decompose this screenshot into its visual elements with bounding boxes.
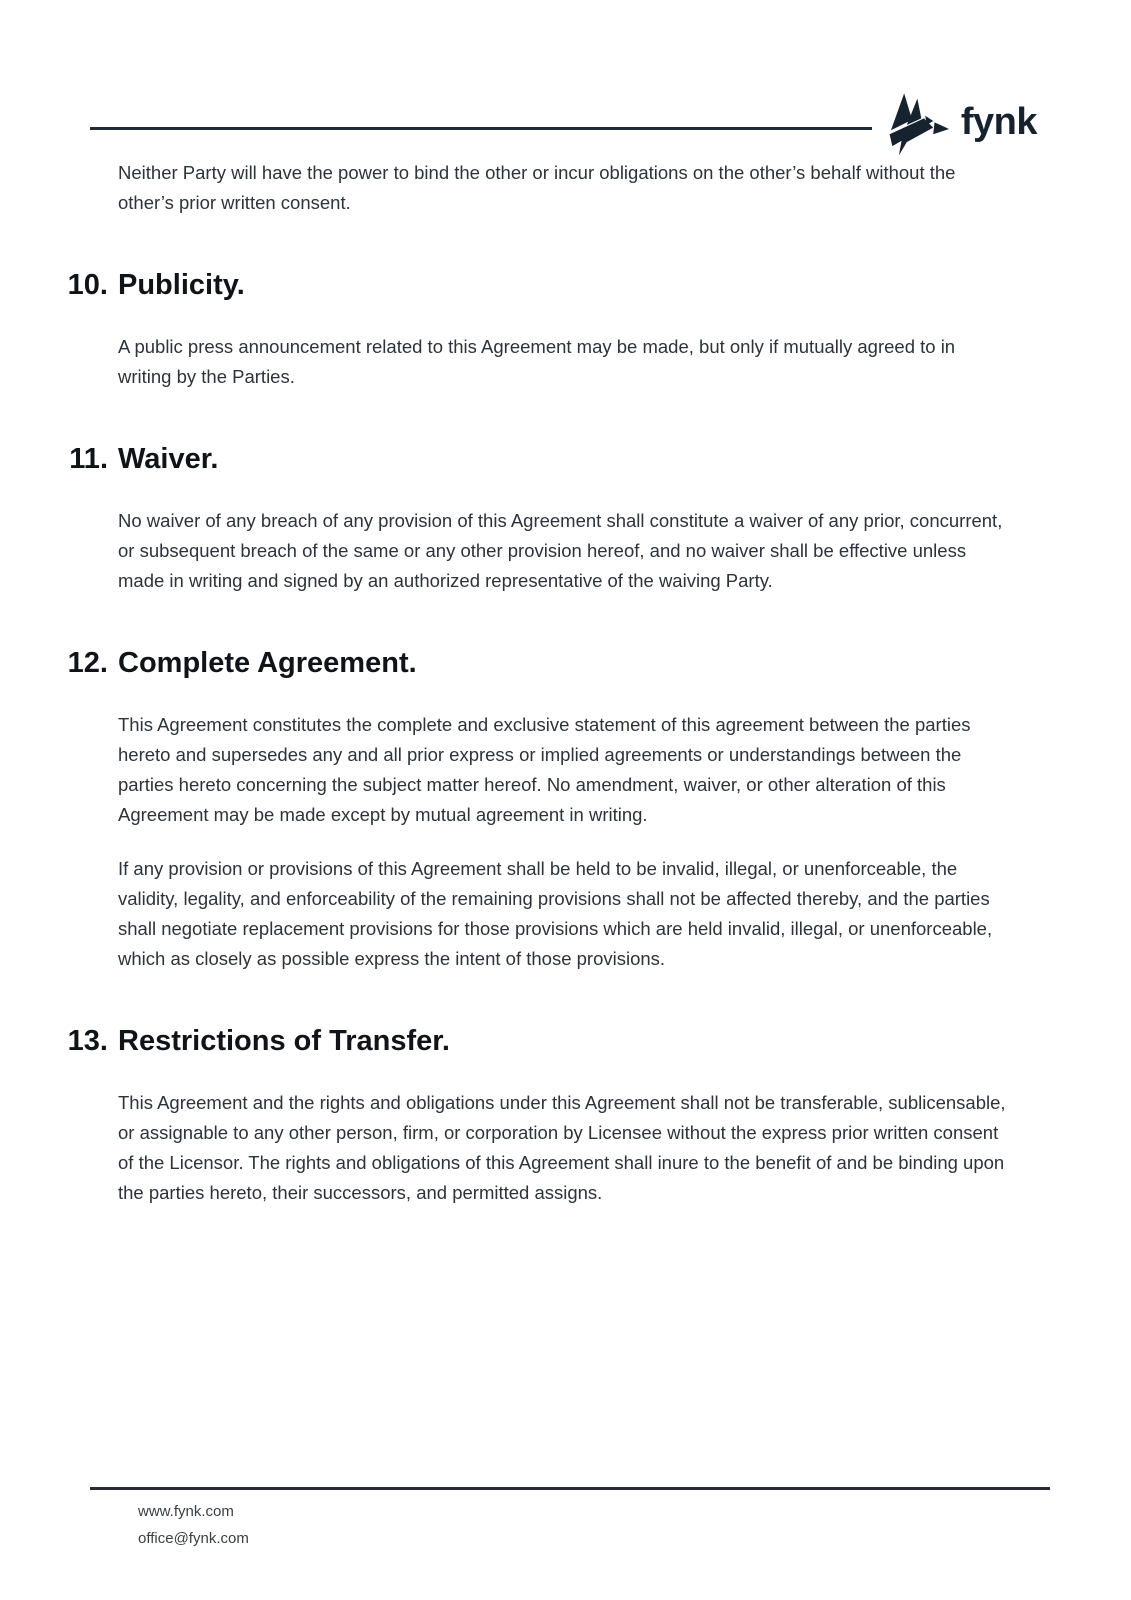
section-12-number: 12. <box>67 647 108 679</box>
page-footer <box>0 1487 1131 1552</box>
section-12-title: Complete Agreement. <box>118 647 417 679</box>
section-11-title: Waiver. <box>118 443 219 475</box>
section-12-paragraph-1: This Agreement constitutes the complete and exclusive statement of this agreement between the parties hereto and supersedes any and all prior express or implied agreements or understandings between the parties hereto concerning the subject matter hereof. No amendment, waiver, or other alteration of this Agreement may be made except by mutual agreement in writing. <box>118 714 971 825</box>
fynk-logo <box>887 92 1037 158</box>
section-10-title: Publicity. <box>118 269 245 301</box>
section-13-heading <box>56 1024 1008 1058</box>
document-content <box>0 158 1131 1232</box>
section-13-title: Restrictions of Transfer. <box>118 1025 450 1057</box>
intro-paragraph: Neither Party will have the power to bind the other or incur obligations on the other’s behalf without the other’s prior written consent. <box>118 162 956 213</box>
section-10-heading <box>56 268 1008 302</box>
section-13-paragraph: This Agreement and the rights and obligations under this Agreement shall not be transferable, sublicensable, or assignable to any other person, firm, or corporation by Licensee without the express prior written consent of the Licensor. The rights and obligations of this Agreement shall inure to the benefit of and be binding upon the parties hereto, their successors, and permitted assigns. <box>118 1092 1006 1203</box>
footer-email: office@fynk.com <box>138 1530 249 1547</box>
footer-website: www.fynk.com <box>138 1503 234 1520</box>
section-11-paragraph: No waiver of any breach of any provision of this Agreement shall constitute a waiver of any prior, concurrent, or subsequent breach of the same or any other provision hereof, and no waiver shall be effective unless made in writing and signed by an authorized representative of the waiving Party. <box>118 510 1003 591</box>
origami-bird-icon <box>887 92 953 158</box>
footer-rule <box>90 1487 1050 1490</box>
header-rule <box>90 127 872 130</box>
section-restrictions-of-transfer <box>67 1024 1008 1208</box>
footer-links <box>138 1498 1131 1552</box>
section-11-number: 11. <box>69 443 108 475</box>
section-publicity <box>67 268 1008 392</box>
section-13-number: 13. <box>67 1025 108 1057</box>
section-12-paragraph-2: If any provision or provisions of this Agreement shall be held to be invalid, illegal, or unenforceable, the validity, legality, and enforceability of the remaining provisions shall not be affected thereby, and the parties shall negotiate replacement provisions for those provisions which are held invalid, illegal, or unenforceable, which as closely as possible express the intent of those provisions. <box>118 858 993 969</box>
section-complete-agreement <box>67 646 1008 974</box>
section-12-heading <box>56 646 1008 680</box>
section-11-heading <box>56 442 1008 476</box>
section-waiver <box>69 442 1008 596</box>
section-10-paragraph: A public press announcement related to this Agreement may be made, but only if mutually agreed to in writing by the Parties. <box>118 336 956 387</box>
section-10-number: 10. <box>67 269 108 301</box>
fynk-logo-text: fynk <box>960 101 1037 143</box>
